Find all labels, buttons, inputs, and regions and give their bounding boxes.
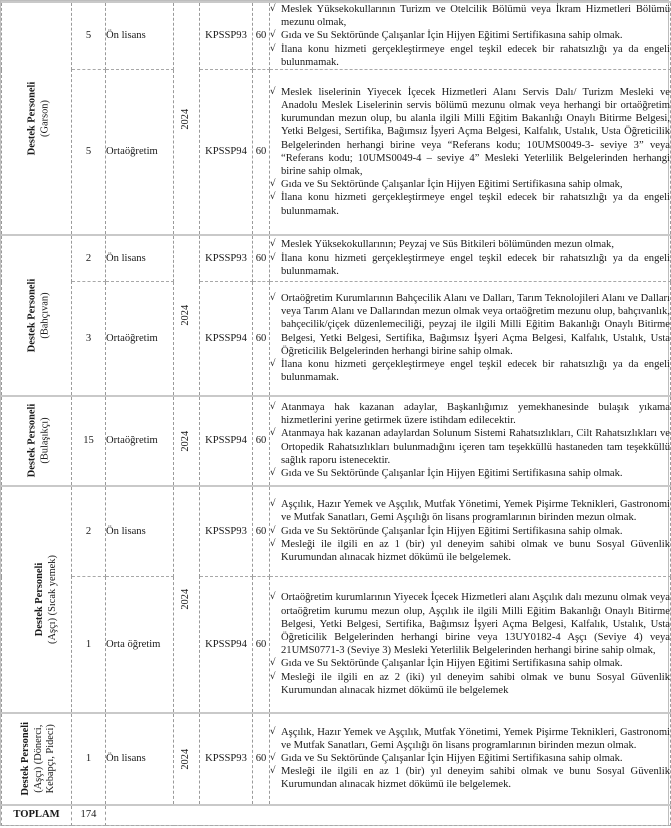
check-icon: √ (270, 192, 276, 203)
check-icon: √ (270, 499, 276, 510)
requirement-item (270, 86, 670, 178)
total-value: 174 (72, 805, 106, 826)
requirement-item (270, 752, 670, 765)
requirement-item (270, 292, 670, 358)
score-cell: 60 (253, 577, 270, 713)
position-cell (2, 486, 72, 713)
year-value: 2024 (180, 589, 192, 610)
check-icon: √ (270, 658, 276, 669)
check-icon: √ (270, 726, 276, 737)
total-label: TOPLAM (2, 805, 72, 826)
requirement-text: Gıda ve Su Sektöründe Çalışanlar İçin Hijyen Eğitimi Sertifikasına sahip olmak. (281, 752, 623, 764)
education-cell: Ön lisans (106, 713, 174, 805)
requirement-item (270, 427, 670, 467)
requirement-text: Aşçılık, Hazır Yemek ve Aşçılık, Mutfak Yönetimi, Yemek Pişirme Teknikleri, Gastronomi ve Mutfak Sanatları, Gemi Aşçılığı ön lisans programlarının birinden mezun olmak. (281, 726, 670, 751)
year-cell (174, 486, 200, 713)
position-subtitle: (Garson) (38, 99, 50, 137)
requirement-text: İlana konu hizmeti gerçekleştirmeye engel teşkil edecek bir rahatsızlığı ya da engeli bulunmamak. (281, 192, 670, 217)
count-cell: 2 (72, 486, 106, 577)
check-icon: √ (270, 401, 276, 412)
table-row (2, 713, 671, 805)
score-cell: 60 (253, 235, 270, 282)
requirement-text: Gıda ve Su Sektöründe Çalışanlar İçin Hijyen Eğitimi Sertifikasına sahip olmak. (281, 30, 623, 42)
score-cell: 60 (253, 713, 270, 805)
requirement-item (270, 3, 670, 29)
position-subtitle: (Aşçı) (Sıcak yemek) (46, 554, 58, 644)
score-cell: 60 (253, 2, 270, 70)
count-cell: 1 (72, 713, 106, 805)
requirement-text: Mesleği ile ilgili en az 1 (bir) yıl deneyim sahibi olmak ve bunu Sosyal Güvenlik Kurumundan alınacak hizmet dökümü ile belgelemek. (281, 538, 670, 564)
requirement-item (270, 401, 670, 427)
requirement-item (270, 467, 670, 480)
requirement-item (270, 765, 670, 791)
table-row (2, 486, 671, 577)
requirement-text: Meslek Yüksekokullarının Turizm ve Otelcilik Bölümü veya İkram Hizmetleri Bölümü mezunu olmak, (281, 4, 670, 29)
requirement-item (270, 726, 670, 752)
kpss-cell: KPSSP93 (200, 2, 253, 70)
requirement-text: Mesleği ile ilgili en az 1 (bir) yıl deneyim sahibi olmak ve bunu Sosyal Güvenlik Kurumundan alınacak hizmet dökümü ile belgelemek. (281, 766, 670, 791)
requirement-item (270, 657, 670, 670)
position-title: Destek Personeli (20, 721, 32, 796)
check-icon: √ (270, 428, 276, 439)
score-cell: 60 (253, 70, 270, 235)
requirement-text: Meslek Yüksekokullarının; Peyzaj ve Süs Bitkileri bölümünden mezun olmak, (281, 239, 614, 251)
check-icon: √ (270, 30, 276, 41)
kpss-cell: KPSSP94 (200, 396, 253, 486)
position-cell (2, 235, 72, 396)
table-row (2, 70, 671, 235)
kpss-cell: KPSSP93 (200, 486, 253, 577)
kpss-cell: KPSSP94 (200, 70, 253, 235)
requirement-text: Gıda ve Su Sektöründe Çalışanlar İçin Hijyen Eğitimi Sertifikasına sahip olmak. (281, 658, 623, 670)
check-icon: √ (270, 239, 276, 250)
table-row (2, 577, 671, 713)
requirement-item (270, 43, 670, 69)
position-subtitle: Kebapçı, Pideci) (45, 723, 57, 794)
requirements-cell (270, 235, 671, 282)
score-cell: 60 (253, 486, 270, 577)
position-cell (2, 713, 72, 805)
position-cell (2, 2, 72, 235)
count-cell: 5 (72, 2, 106, 70)
position-subtitle: (Bulaşıkçı) (38, 417, 50, 464)
position-subtitle: (Aşçı) (Dönerci, (32, 724, 44, 793)
check-icon: √ (270, 671, 276, 682)
position-title: Destek Personeli (33, 562, 45, 636)
requirements-cell (270, 396, 671, 486)
check-icon: √ (270, 252, 276, 263)
requirement-text: Gıda ve Su Sektöründe Çalışanlar İçin Hijyen Eğitimi Sertifikasına sahip olmak, (281, 179, 623, 191)
score-cell: 60 (253, 282, 270, 396)
requirements-cell (270, 282, 671, 396)
requirement-text: Atanmaya hak kazanan adaylar, Başkanlığımız yemekhanesinde bulaşık yıkama hizmetlerini yerine getirmek üzere istihdam edilecektir. (281, 401, 670, 427)
education-cell: Orta öğretim (106, 577, 174, 713)
check-icon: √ (270, 525, 276, 536)
education-cell: Ortaöğretim (106, 396, 174, 486)
count-cell: 2 (72, 235, 106, 282)
education-cell: Ön lisans (106, 235, 174, 282)
table-row (2, 282, 671, 396)
year-cell (174, 2, 200, 235)
requirement-item (270, 178, 670, 191)
total-row (2, 805, 671, 826)
requirement-text: Aşçılık, Hazır Yemek ve Aşçılık, Mutfak Yönetimi, Yemek Pişirme Teknikleri, Gastronomi ve Mutfak Sanatları, Gemi Aşçılığı ön lisans programlarının birinden mezun olmak. (281, 499, 670, 524)
requirement-item (270, 591, 670, 657)
count-cell: 3 (72, 282, 106, 396)
requirement-item (270, 191, 670, 217)
table-row (2, 235, 671, 282)
check-icon: √ (270, 592, 276, 603)
check-icon: √ (270, 752, 276, 763)
score-cell: 60 (253, 396, 270, 486)
position-cell (2, 396, 72, 486)
year-cell (174, 396, 200, 486)
requirement-text: İlana konu hizmeti gerçekleştirmeye engel teşkil edecek bir rahatsızlığı ya da engeli bulunmamak. (281, 43, 670, 68)
check-icon: √ (270, 467, 276, 478)
education-cell: Ön lisans (106, 2, 174, 70)
count-cell: 15 (72, 396, 106, 486)
check-icon: √ (270, 293, 276, 304)
requirement-text: Meslek liselerinin Yiyecek İçecek Hizmetleri Alanı Servis Dalı/ Turizm Mesleki ve Anadolu Meslek Liselerinin servis bölümü mezunu olmak veya herhangi bir ortaöğretim kurumundan mezun olup, bu alanla ilgili Milli Eğitim Bakanlığı Onaylı Bitirme Belgesi, Yetki Belgesi, Sertifika, Bağımsız İşyeri Açma Belgesi, Kalfalık, Ustalık, Usta Öğreticilik Belgelerinden herhangi birine veya “Referans kodu; 10UMS0049-3- seviye 3” veya “Referans kodu; 10UMS0049-4 – seviye 4” Mesleki Yeterlilik Belgelerinden herhangi birine sahip olmak, (281, 86, 670, 177)
check-icon: √ (270, 359, 276, 370)
check-icon: √ (270, 43, 276, 54)
position-title: Destek Personeli (26, 278, 38, 352)
requirement-text: Gıda ve Su Sektöründe Çalışanlar İçin Hijyen Eğitimi Sertifikasına sahip olmak. (281, 467, 623, 479)
requirement-item (270, 498, 670, 524)
kpss-cell: KPSSP93 (200, 713, 253, 805)
table-row (2, 396, 671, 486)
kpss-cell: KPSSP93 (200, 235, 253, 282)
year-value: 2024 (180, 430, 192, 452)
requirement-item (270, 252, 670, 278)
year-cell (174, 713, 200, 805)
education-cell: Ortaöğretim (106, 282, 174, 396)
requirement-item (270, 238, 670, 251)
education-cell: Ortaöğretim (106, 70, 174, 235)
year-value: 2024 (180, 748, 192, 770)
requirement-item (270, 538, 670, 564)
check-icon: √ (270, 4, 276, 14)
requirement-text: Atanmaya hak kazanan adaylardan Solunum Sistemi Rahatsızlıkları, Cilt Rahatsızlıkları ve Ortopedik Rahatsızlıkları bulunmadığını içeren tam teşekküllü hastaneden tam teşekküllü sağlık raporu istenecektir. (281, 428, 670, 466)
requirements-cell (270, 486, 671, 577)
check-icon: √ (270, 766, 276, 777)
check-icon: √ (270, 86, 276, 97)
requirement-text: İlana konu hizmeti gerçekleştirmeye engel teşkil edecek bir rahatsızlığı ya da engeli bulunmamak. (281, 252, 670, 277)
requirement-item (270, 358, 670, 384)
table-row (2, 2, 671, 70)
requirement-text: Ortaöğretim kurumlarının Yiyecek İçecek Hizmetleri alanı Aşçılık dalı mezunu olmak veya ortaöğretim kurumu mezun olup, Aşçılık ile ilgili Milli Eğitim Bakanlığı Onaylı Bitirme Belgesi, Yetki Belgesi, Sertifika, Bağımsız İşyeri Açma Belgesi, Kalfalık, Ustalık, Usta Öğreticilik Belgelerinden herhangi birine veya 13UY0182-4 Aşçı (Seviye 4) veya 21UMS0771-3 (Seviye 3) Mesleki Yeterlilik Belgelerinden herhangi birine sahip olmak, (281, 592, 670, 657)
requirements-cell (270, 2, 671, 70)
count-cell: 1 (72, 577, 106, 713)
requirement-item (270, 525, 670, 538)
count-cell: 5 (72, 70, 106, 235)
check-icon: √ (270, 179, 276, 190)
requirement-text: İlana konu hizmeti gerçekleştirmeye engel teşkil edecek bir rahatsızlığı ya da engeli bulunmamak. (281, 359, 670, 384)
requirement-text: Mesleği ile ilgili en az 2 (iki) yıl deneyim sahibi olmak ve bunu Sosyal Güvenlik Kurumundan alınacak hizmet dökümü ile belgelemek (281, 671, 670, 696)
year-value: 2024 (180, 108, 192, 130)
year-value: 2024 (180, 305, 192, 326)
requirements-cell (270, 577, 671, 713)
position-subtitle: (Bahçıvan) (38, 291, 50, 339)
requirements-cell (270, 70, 671, 235)
requirement-item (270, 29, 670, 42)
requirements-cell (270, 713, 671, 805)
positions-table (1, 1, 671, 826)
education-cell: Ön lisans (106, 486, 174, 577)
check-icon: √ (270, 538, 276, 549)
kpss-cell: KPSSP94 (200, 282, 253, 396)
position-title: Destek Personeli (26, 403, 38, 478)
requirement-text: Gıda ve Su Sektöründe Çalışanlar İçin Hijyen Eğitimi Sertifikasına sahip olmak. (281, 525, 623, 537)
position-title: Destek Personeli (26, 81, 38, 156)
requirement-item (270, 671, 670, 697)
total-empty-cell (106, 805, 671, 826)
requirement-text: Ortaöğretim Kurumlarının Bahçecilik Alanı ve Dalları, Tarım Teknolojileri Alanı ve Dalları veya Tarım Alanı ve Dallarından mezun olmak veya ortaöğretim mezunu olup, bahçıvanlık, bahçecilik/çiçek düzenlemeciliği, peyzaj ile ilgili Milli Eğitim Bakanlığı Onaylı Bitirme Belgesi, Yetki Belgesi, Sertifika, Bağımsız İşyeri Açma Belgesi, Kalfalık, Ustalık, Usta Öğreticilik Belgelerinden herhangi birine sahip olmak. (281, 293, 670, 357)
kpss-cell: KPSSP94 (200, 577, 253, 713)
year-cell (174, 235, 200, 396)
